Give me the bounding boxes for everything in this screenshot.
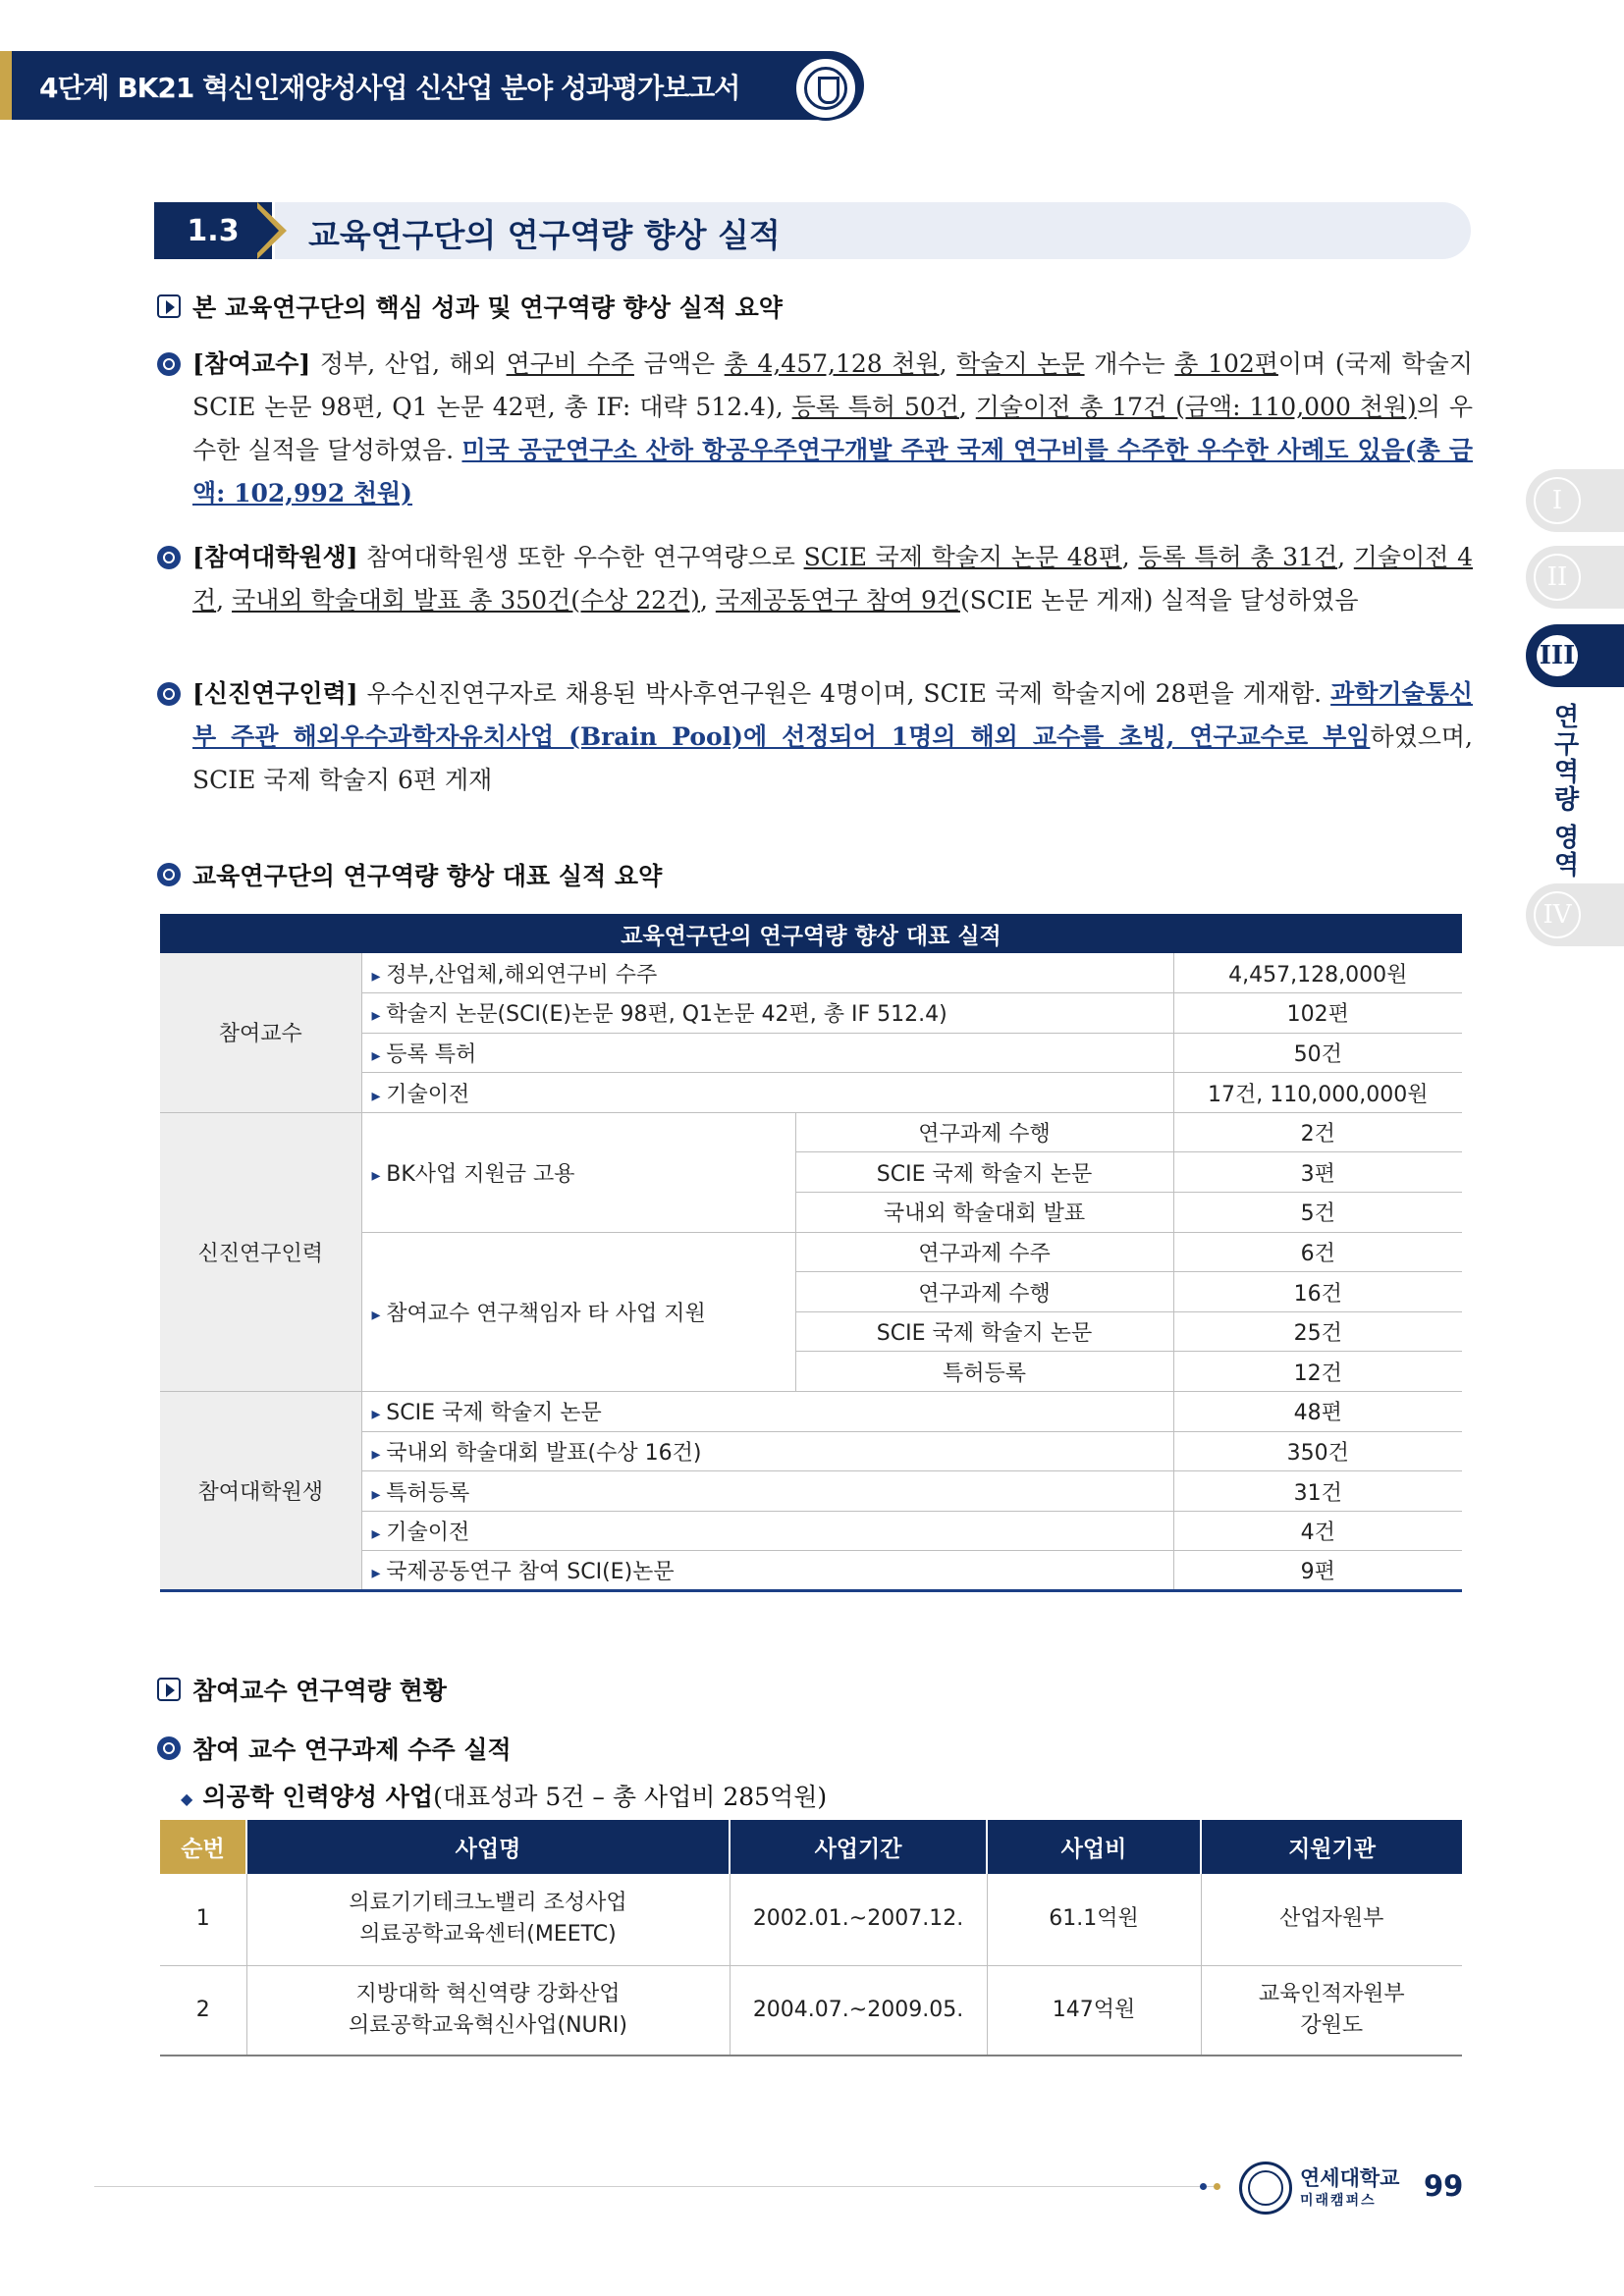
cell-no: 2 (160, 1965, 246, 2056)
group-cell: ▸ 참여교수 연구책임자 타 사업 지원 (361, 1232, 795, 1391)
university-seal-icon (793, 56, 858, 121)
group-cell: ▸ BK사업 지원금 고용 (361, 1112, 795, 1232)
txt: , (1121, 543, 1139, 571)
subhead-core-summary-text: 본 교육연구단의 핵심 성과 및 연구역량 향상 실적 요약 (192, 294, 783, 322)
bullet-circle-icon (157, 546, 181, 569)
sub-cell: 연구과제 수행 (795, 1112, 1173, 1152)
ul: SCIE 국제 학술지 논문 48편 (803, 543, 1122, 571)
cell-agency (1201, 1965, 1462, 2056)
agency-line: 교육인적자원부 (1258, 1981, 1405, 2006)
play-square-icon (157, 294, 181, 318)
txt: , (958, 393, 976, 421)
item-cell: ▸ 국내외 학술대회 발표(수상 16건) (361, 1431, 1173, 1471)
txt: 금액은 (633, 349, 725, 378)
section-number: 1.3 (154, 202, 272, 259)
col-header-agency: 지원기관 (1201, 1820, 1462, 1874)
label-new: [신진연구인력] (192, 679, 358, 708)
sub-cell: 연구과제 수주 (795, 1232, 1173, 1272)
sub-cell: SCIE 국제 학술지 논문 (795, 1152, 1173, 1193)
cell-budget: 61.1억원 (987, 1874, 1201, 1965)
para-grad-students (157, 536, 1473, 622)
category-cell: 참여교수 (160, 953, 361, 1112)
side-tab-3[interactable] (1526, 624, 1624, 687)
value-cell: 350건 (1173, 1431, 1462, 1471)
para-new-researchers (157, 672, 1473, 802)
txt: 의 우수한 실적을 달성하였음. (192, 393, 1474, 464)
agency-line: 산업자원부 (1279, 1906, 1384, 1932)
subhead-representative (157, 857, 662, 892)
value-cell: 9편 (1173, 1551, 1462, 1591)
value-cell: 12건 (1173, 1352, 1462, 1392)
txt: 하였으며, SCIE 국제 학술지 6편 게재 (192, 722, 1473, 794)
col-header-no: 순번 (160, 1820, 246, 1874)
cell-agency (1201, 1874, 1462, 1965)
program-bullet (181, 1778, 827, 1813)
txt: 이며 (국제 학술지 SCIE 논문 98편, Q1 논문 42편, 총 IF: 대략 512.4), (192, 349, 1473, 421)
ul-funding-total: 총 4,457,128 천원 (724, 349, 940, 378)
highlight-afrl: 미국 공군연구소 산하 항공우주연구개발 주관 국제 연구비를 수주한 우수한 사례도 있음(총 금액: 102,992 천원) (192, 436, 1473, 507)
col-header-budget: 사업비 (987, 1820, 1201, 1874)
table-row (160, 1874, 1462, 1965)
name-line: 의료기기테크노밸리 조성사업 (349, 1891, 627, 1916)
side-section-label: 연구역량 영역 (1549, 703, 1579, 880)
subhead-project-awards (157, 1731, 512, 1766)
txt: , (939, 349, 957, 378)
cell-no: 1 (160, 1874, 246, 1965)
header-accent (0, 51, 12, 120)
side-tab-2[interactable] (1526, 546, 1624, 609)
bullet-circle-icon (157, 682, 181, 706)
diamond-bullet-icon: ◆ (181, 1789, 193, 1808)
ul: 국제공동연구 참여 9건 (715, 586, 960, 614)
sub-cell: 국내외 학술대회 발표 (795, 1193, 1173, 1233)
item-cell: ▸ 학술지 논문(SCI(E)논문 98편, Q1논문 42편, 총 IF 512.4) (361, 993, 1173, 1034)
txt: 개수는 (1084, 349, 1175, 378)
agency-line: 강원도 (1300, 2012, 1364, 2038)
subhead-prof-capability (157, 1672, 447, 1707)
name-line: 의료공학교육혁신사업(NURI) (348, 2012, 628, 2038)
name-line: 지방대학 혁신역량 강화산업 (355, 1981, 621, 2006)
section-arrow-inner (251, 202, 279, 259)
para-new-text (192, 672, 1473, 802)
para-professors-text (192, 343, 1473, 515)
tab-numeral: II (1534, 554, 1581, 601)
footer-seal-icon (1239, 2162, 1292, 2215)
footer-campus: 미래캠퍼스 (1300, 2193, 1377, 2209)
subhead-project-awards-text: 참여 교수 연구과제 수주 실적 (192, 1735, 512, 1764)
value-cell: 2건 (1173, 1112, 1462, 1152)
section-title: 교육연구단의 연구역량 향상 실적 (308, 216, 781, 254)
ul-funding: 연구비 수주 (506, 349, 634, 378)
cell-name (246, 1874, 730, 1965)
txt: 우수신진연구자로 채용된 박사후연구원은 4명이며, SCIE 국제 학술지에 28편을 게재함. (357, 679, 1331, 708)
item-cell: ▸ 정부,산업체,해외연구비 수주 (361, 953, 1173, 993)
value-cell: 3편 (1173, 1152, 1462, 1193)
table-row (160, 953, 1462, 993)
txt: 참여대학원생 또한 우수한 연구역량으로 (357, 543, 804, 571)
footer-university: 연세대학교 (1300, 2166, 1400, 2190)
para-grad-text (192, 536, 1473, 622)
value-cell: 25건 (1173, 1311, 1462, 1352)
bullet-circle-icon (157, 352, 181, 376)
highlight-brain-pool: 과학기술통신부 주관 해외우수과학자유치사업 (Brain Pool)에 선정되어 1명의 해외 교수를 초빙, 연구교수로 부임 (192, 679, 1473, 751)
value-cell: 4,457,128,000원 (1173, 953, 1462, 993)
txt: , (699, 586, 716, 614)
subhead-core-summary (157, 289, 783, 324)
ul: 기술이전 4건 (192, 543, 1473, 614)
bullet-circle-icon (157, 863, 181, 886)
ul: 등록 특허 총 31건 (1138, 543, 1338, 571)
projects-table (160, 1820, 1462, 2056)
item-cell: ▸ 기술이전 (361, 1073, 1173, 1113)
item-cell: ▸ 기술이전 (361, 1511, 1173, 1551)
sub-cell: 특허등록 (795, 1352, 1173, 1392)
tab-numeral: I (1534, 477, 1581, 524)
summary-table (160, 914, 1462, 1592)
table-row (160, 1112, 1462, 1152)
ul-patents: 등록 특허 50건 (791, 393, 959, 421)
item-cell: ▸ 특허등록 (361, 1471, 1173, 1512)
category-cell: 신진연구인력 (160, 1112, 361, 1391)
report-title: 4단계 BK21 혁신인재양성사업 신산업 분야 성과평가보고서 (39, 72, 740, 104)
cell-name (246, 1965, 730, 2056)
page-number: 99 (1424, 2169, 1464, 2203)
para-professors (157, 343, 1473, 515)
side-tab-4[interactable] (1526, 883, 1624, 946)
tab-numeral: III (1534, 632, 1581, 679)
tab-numeral: IV (1534, 891, 1581, 938)
subhead-representative-text: 교육연구단의 연구역량 향상 대표 실적 요약 (192, 862, 663, 890)
play-square-icon (157, 1678, 181, 1701)
summary-table-header: 교육연구단의 연구역량 향상 대표 실적 (160, 914, 1462, 953)
ul-papers-total: 총 102편 (1174, 349, 1278, 378)
name-line: 의료공학교육센터(MEETC) (359, 1922, 617, 1948)
value-cell: 5건 (1173, 1193, 1462, 1233)
ul-papers: 학술지 논문 (956, 349, 1085, 378)
cell-period: 2002.01.~2007.12. (730, 1874, 987, 1965)
value-cell: 48편 (1173, 1392, 1462, 1432)
footer-dot-icon (1214, 2183, 1220, 2190)
footer-rule (94, 2186, 1218, 2187)
sub-cell: SCIE 국제 학술지 논문 (795, 1311, 1173, 1352)
program-name: 의공학 인력양성 사업 (202, 1783, 434, 1811)
side-tab-1[interactable] (1526, 469, 1624, 532)
item-cell: ▸ SCIE 국제 학술지 논문 (361, 1392, 1173, 1432)
ul: 국내외 학술대회 발표 총 350건(수상 22건) (232, 586, 700, 614)
txt: , (1337, 543, 1354, 571)
cell-budget: 147억원 (987, 1965, 1201, 2056)
item-cell: ▸ 국제공동연구 참여 SCI(E)논문 (361, 1551, 1173, 1591)
txt: (SCIE 논문 게재) 실적을 달성하였음 (960, 586, 1359, 614)
value-cell: 17건, 110,000,000원 (1173, 1073, 1462, 1113)
program-detail: (대표성과 5건 – 총 사업비 285억원) (433, 1783, 828, 1811)
item-cell: ▸ 등록 특허 (361, 1033, 1173, 1073)
label-grad: [참여대학원생] (192, 543, 358, 571)
table-row (160, 1965, 1462, 2056)
sub-cell: 연구과제 수행 (795, 1272, 1173, 1312)
value-cell: 4건 (1173, 1511, 1462, 1551)
footer-dot-icon (1200, 2183, 1207, 2190)
ul-tech-transfer: 기술이전 총 17건 (금액: 110,000 천원) (975, 393, 1417, 421)
value-cell: 102편 (1173, 993, 1462, 1034)
subhead-prof-capability-text: 참여교수 연구역량 현황 (192, 1677, 447, 1705)
label-professors: [참여교수] (192, 349, 311, 378)
category-cell: 참여대학원생 (160, 1392, 361, 1591)
bullet-circle-icon (157, 1736, 181, 1760)
txt: 정부, 산업, 해외 (310, 349, 507, 378)
value-cell: 31건 (1173, 1471, 1462, 1512)
value-cell: 50건 (1173, 1033, 1462, 1073)
col-header-name: 사업명 (246, 1820, 730, 1874)
value-cell: 16건 (1173, 1272, 1462, 1312)
txt: , (216, 586, 233, 614)
value-cell: 6건 (1173, 1232, 1462, 1272)
table-row (160, 1392, 1462, 1432)
col-header-period: 사업기간 (730, 1820, 987, 1874)
cell-period: 2004.07.~2009.05. (730, 1965, 987, 2056)
